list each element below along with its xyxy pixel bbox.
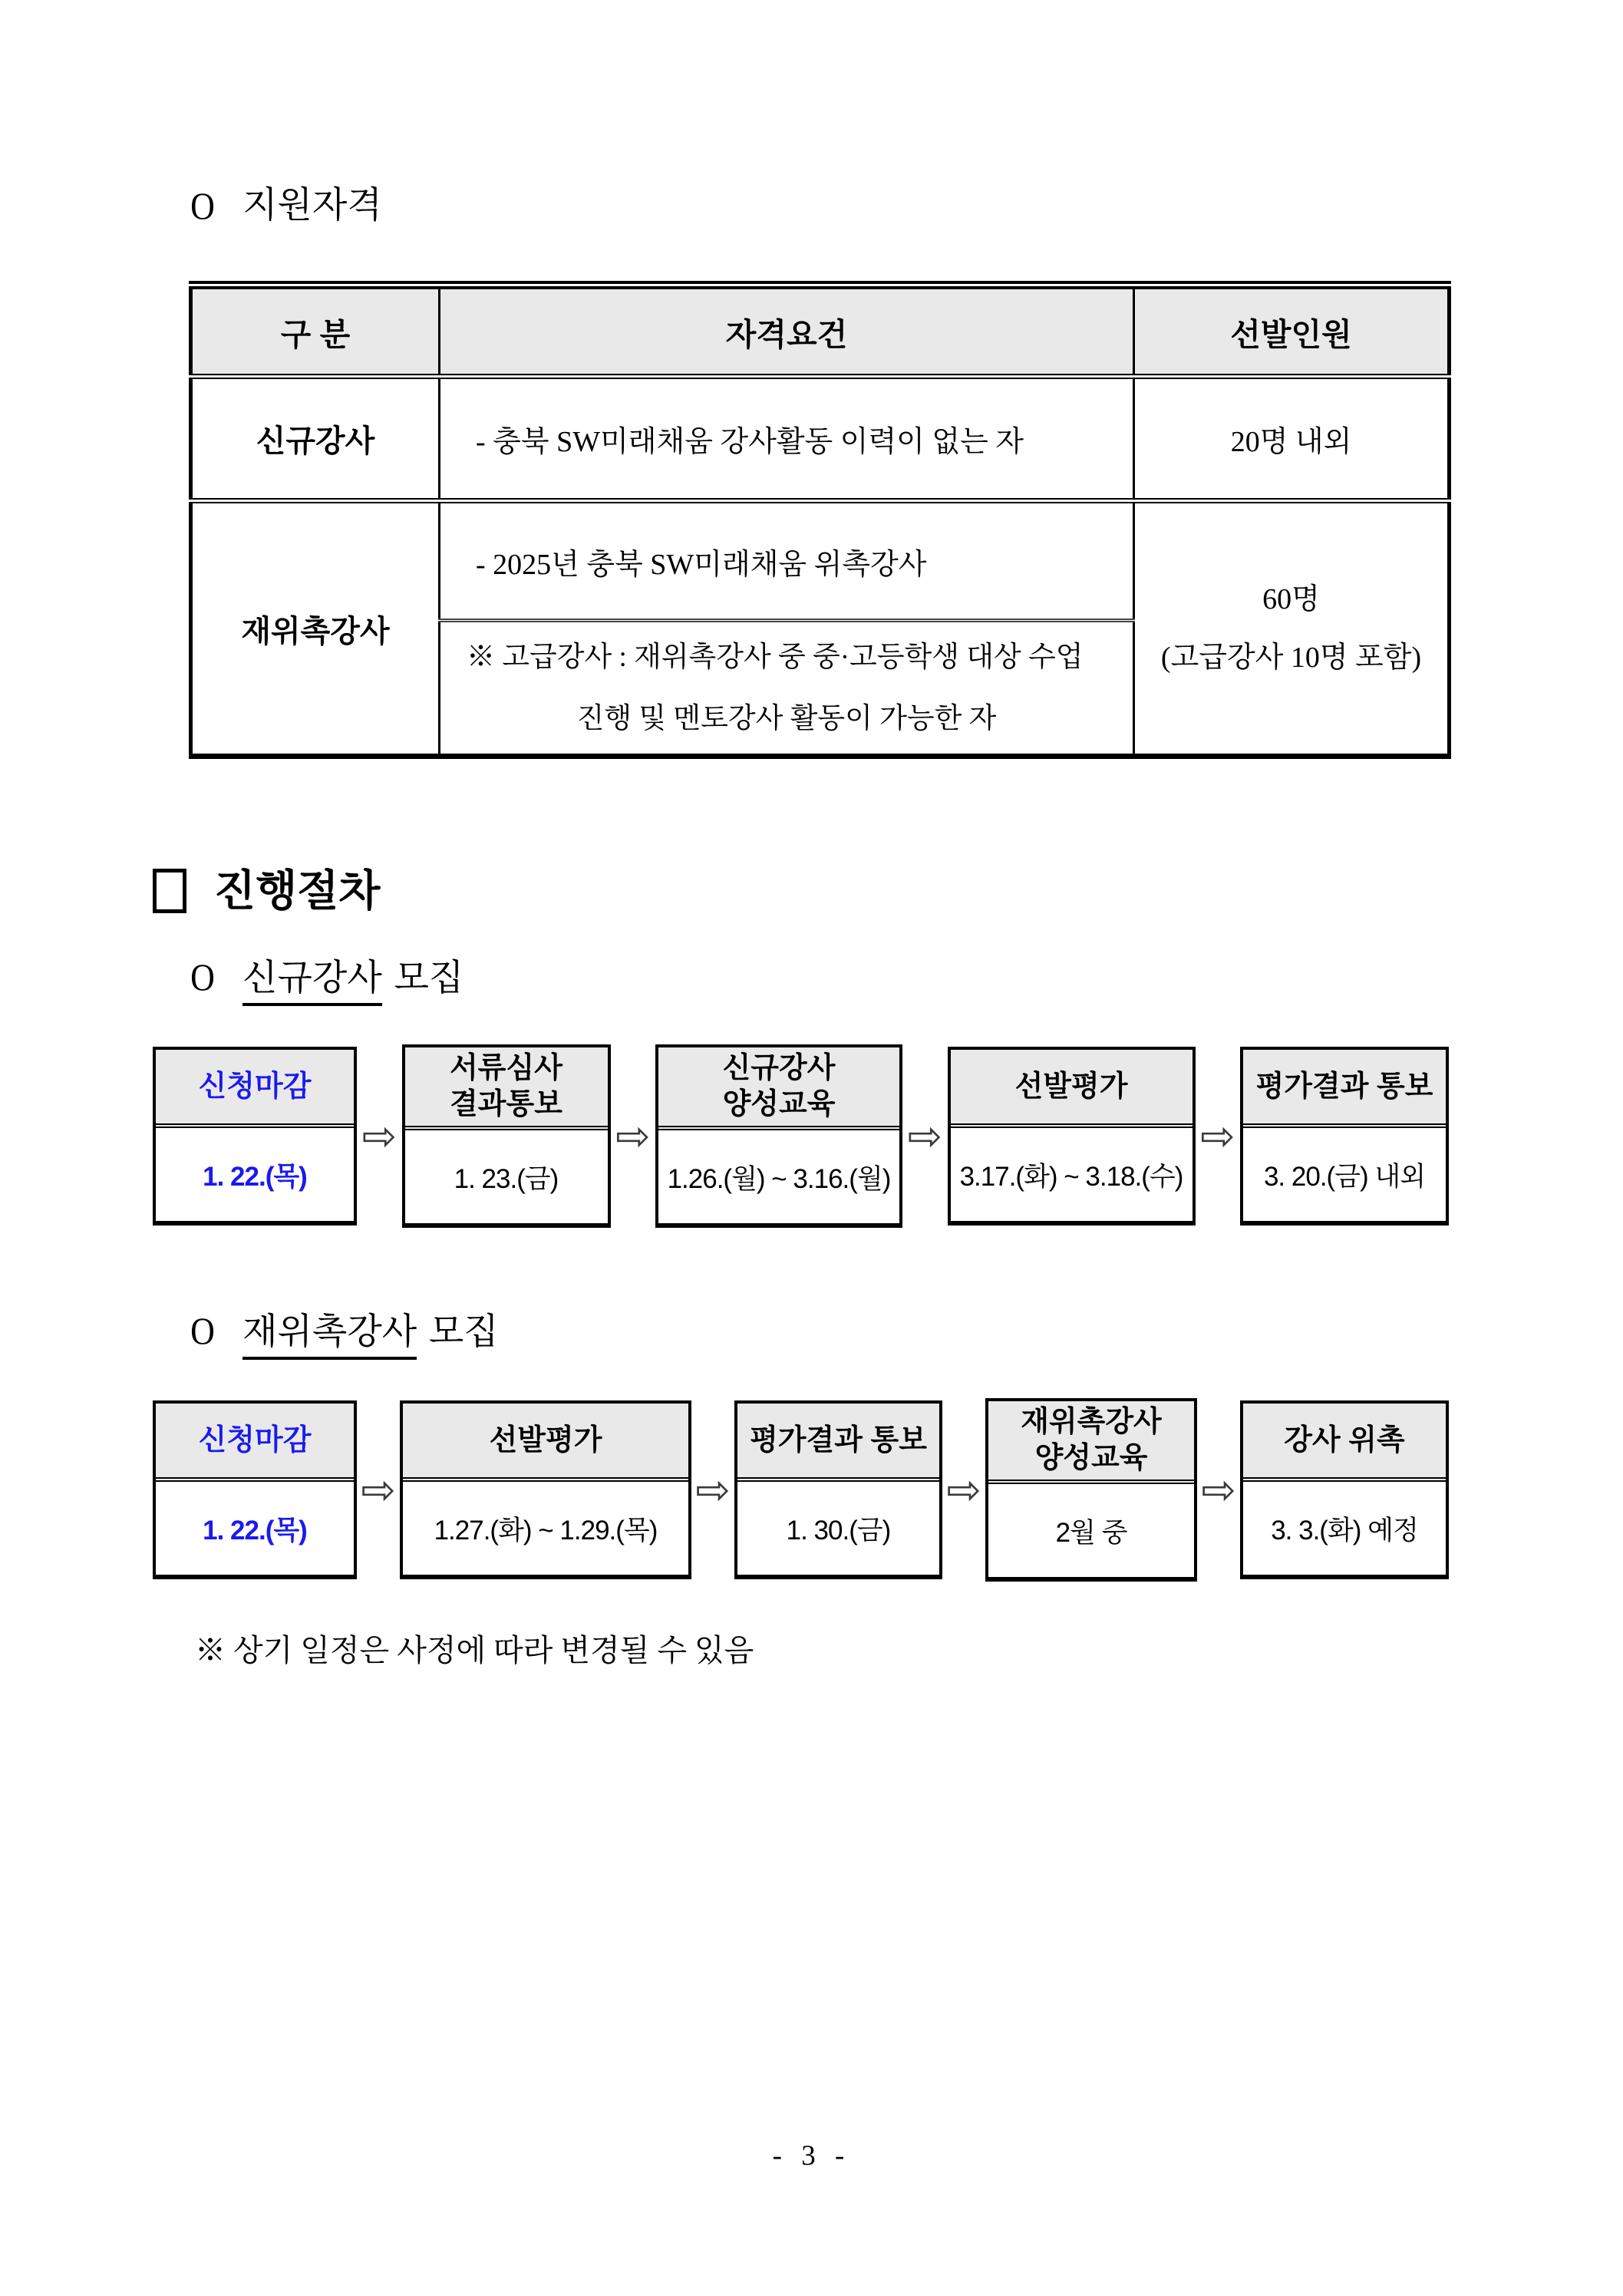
quota-cell <box>1134 501 1450 757</box>
recruit-heading-text <box>242 1309 499 1355</box>
heading-suffix-text: 모집 <box>394 958 464 998</box>
step-date: 3. 3.(화) 예정 <box>1271 1515 1418 1546</box>
new-instructor-recruit-heading <box>189 954 1449 1001</box>
column-header-quota: 선발인원 <box>1134 285 1450 377</box>
recruit-heading-text <box>242 955 463 1001</box>
quota-line-1: 60명 <box>1262 583 1320 615</box>
requirement-cell <box>440 377 1134 501</box>
step-label-line: 평가결과 통보 <box>1255 1070 1433 1103</box>
right-arrow-icon: ⇨ <box>1200 1111 1235 1160</box>
step-label-line: 신청마감 <box>198 1070 312 1103</box>
heading-suffix-text: 모집 <box>428 1312 499 1352</box>
step-label-line: 결과통보 <box>450 1088 562 1120</box>
step-date: 2월 중 <box>1055 1517 1127 1548</box>
flow-step-deadline <box>153 1047 357 1226</box>
step-date: 1. 23.(금) <box>454 1163 559 1194</box>
right-arrow-icon: ⇨ <box>361 1111 397 1160</box>
right-arrow-icon: ⇨ <box>361 1465 396 1514</box>
step-date: 1. 22.(목) <box>203 1515 307 1546</box>
new-instructor-flow <box>153 1044 1449 1228</box>
right-arrow-icon: ⇨ <box>907 1111 942 1160</box>
step-label-line: 평가결과 통보 <box>750 1423 927 1456</box>
right-arrow-icon: ⇨ <box>946 1465 981 1514</box>
table-row-reappointed-instructor <box>191 501 1450 621</box>
table-header-row <box>191 285 1450 377</box>
step-label-line: 신규강사 <box>722 1052 836 1084</box>
step-date: 1.27.(화) ~ 1.29.(목) <box>434 1515 658 1546</box>
flow-step-selection-evaluation <box>948 1047 1196 1226</box>
requirement-text: - 충북 SW미래채움 강사활동 이력이 없는 자 <box>476 426 1024 458</box>
qualification-section-heading <box>189 183 1449 229</box>
column-header-requirement: 자격요건 <box>440 285 1134 377</box>
step-label <box>658 1047 899 1130</box>
qualification-section-title: 지원자격 <box>242 186 382 226</box>
step-date: 1. 22.(목) <box>203 1161 307 1192</box>
qualification-table <box>189 281 1451 759</box>
flow-step-training <box>655 1044 902 1228</box>
flow-step-deadline <box>153 1400 357 1579</box>
right-arrow-icon: ⇨ <box>695 1465 731 1514</box>
step-label-line: 양성교육 <box>722 1088 836 1120</box>
step-label <box>156 1050 354 1128</box>
step-date: 3.17.(화) ~ 3.18.(수) <box>959 1161 1183 1192</box>
step-label-line: 강사 위촉 <box>1284 1423 1405 1456</box>
circle-bullet-icon: O <box>190 184 215 227</box>
step-label <box>1243 1050 1446 1128</box>
underlined-term: 신규강사 <box>242 958 382 1006</box>
requirement-note-line-2: 진행 및 멘토강사 활동이 가능한 자 <box>576 702 997 734</box>
requirement-note-cell <box>440 621 1134 757</box>
category-cell: 재위촉강사 <box>191 501 440 757</box>
step-label <box>951 1050 1193 1128</box>
step-date: 1. 30.(금) <box>786 1515 891 1546</box>
step-label-line: 선발평가 <box>489 1423 602 1456</box>
table-row-new-instructor <box>191 377 1450 501</box>
procedure-section-title: 진행절차 <box>214 866 381 915</box>
step-label-line: 재위촉강사 <box>1021 1406 1162 1438</box>
step-date: 1.26.(월) ~ 3.16.(월) <box>667 1163 891 1194</box>
flow-step-training <box>985 1398 1197 1582</box>
circle-bullet-icon: O <box>190 1309 215 1352</box>
step-label-line: 서류심사 <box>450 1052 562 1084</box>
step-label <box>405 1047 608 1130</box>
step-label <box>988 1401 1194 1484</box>
reappointed-instructor-flow <box>153 1398 1449 1582</box>
underlined-term: 재위촉강사 <box>242 1312 417 1360</box>
column-header-category: 구 분 <box>191 285 440 377</box>
flow-step-result-notice <box>734 1400 942 1579</box>
requirement-note-line-1: ※ 고급강사 : 재위촉강사 중 중·고등학생 대상 수업 <box>467 641 1084 673</box>
requirement-text: - 2025년 충북 SW미래채움 위촉강사 <box>476 548 927 581</box>
right-arrow-icon: ⇨ <box>615 1111 651 1160</box>
page-number: - 3 - <box>772 2140 851 2172</box>
schedule-change-note: ※ 상기 일정은 사정에 따라 변경될 수 있음 <box>195 1633 754 1668</box>
step-label-line: 신청마감 <box>198 1423 312 1456</box>
step-label <box>1243 1404 1446 1482</box>
flow-step-document-review <box>402 1044 611 1228</box>
step-label-line: 양성교육 <box>1034 1442 1148 1474</box>
step-date: 3. 20.(금) 내외 <box>1263 1161 1426 1192</box>
procedure-section-heading <box>153 863 1449 919</box>
step-label <box>403 1404 688 1482</box>
flow-step-selection-evaluation <box>400 1400 691 1579</box>
step-label <box>737 1404 939 1482</box>
reappointed-instructor-recruit-heading <box>189 1308 1449 1355</box>
square-bullet-icon <box>153 869 186 913</box>
step-label <box>156 1404 354 1482</box>
quota-cell: 20명 내외 <box>1134 377 1450 501</box>
circle-bullet-icon: O <box>190 955 215 998</box>
step-label-line: 선발평가 <box>1014 1070 1128 1103</box>
flow-step-result-notice <box>1240 1047 1449 1226</box>
heading-suffix <box>420 1312 429 1352</box>
requirement-cell <box>440 501 1134 621</box>
quota-line-2: (고급강사 10명 포함) <box>1160 642 1422 674</box>
category-cell: 신규강사 <box>191 377 440 501</box>
right-arrow-icon: ⇨ <box>1201 1465 1236 1514</box>
flow-step-appointment <box>1240 1400 1449 1579</box>
heading-suffix <box>385 958 394 998</box>
